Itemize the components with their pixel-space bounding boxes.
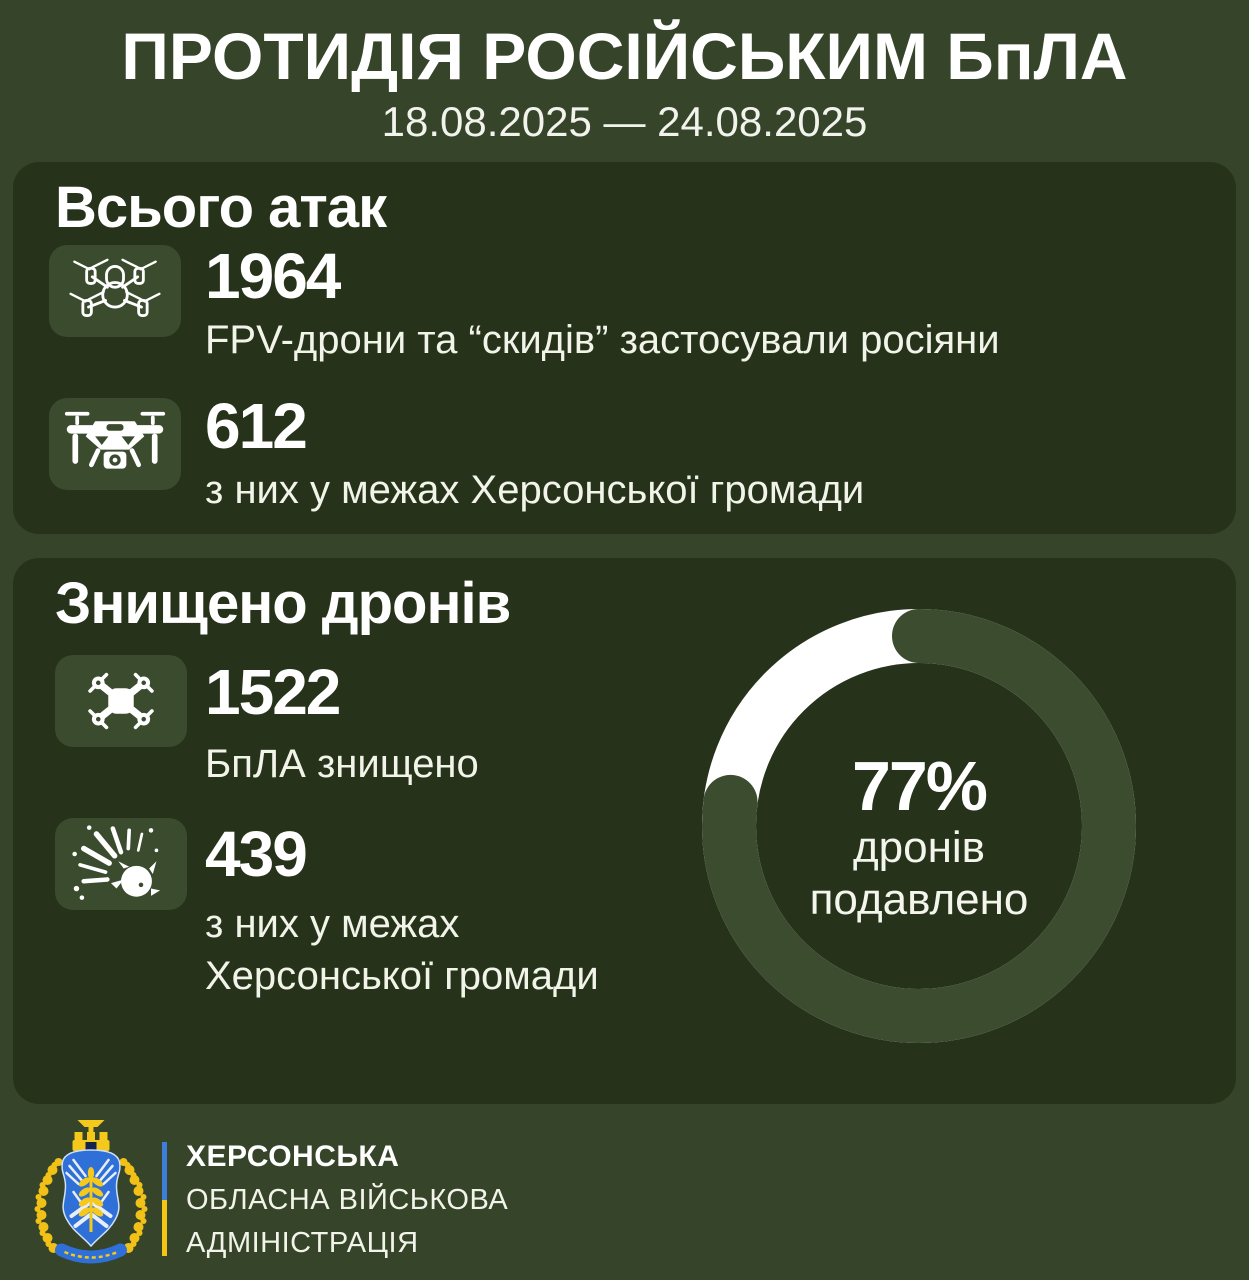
page-title: ПРОТИДІЯ РОСІЙСЬКИМ БпЛА [121, 19, 1128, 93]
organization-name [186, 1140, 508, 1270]
stat-label: з них у межах Херсонської громади [205, 902, 599, 998]
drone-front-icon [63, 404, 167, 484]
donut-center-label [702, 621, 1136, 1055]
kherson-coat-of-arms [33, 1118, 149, 1272]
card-drones-destroyed [13, 558, 1236, 1104]
fpv-drone-outline-icon [63, 251, 167, 331]
org-name-line1: ХЕРСОНСЬКА [186, 1140, 400, 1173]
ukraine-flag-divider [162, 1142, 167, 1256]
stat-icon-tile [55, 818, 187, 910]
org-name-line3: АДМІНІСТРАЦІЯ [186, 1227, 419, 1259]
card-total-attacks [13, 162, 1236, 534]
date-range: 18.08.2025 — 24.08.2025 [381, 98, 868, 145]
stat-value: 439 [205, 818, 306, 890]
stat-label: БпЛА знищено [205, 742, 479, 786]
flag-yellow-bar [162, 1200, 167, 1256]
donut-chart [702, 609, 1136, 1043]
stat-value: 612 [205, 390, 306, 462]
stat-icon-tile [49, 398, 181, 490]
stat-label: з них у межах Херсонської громади [205, 468, 865, 512]
stat-icon-tile [55, 655, 187, 747]
stat-value: 1964 [205, 240, 340, 312]
org-name-line2: ОБЛАСНА ВІЙСЬКОВА [186, 1184, 509, 1216]
section-heading-attacks: Всього атак [55, 175, 387, 240]
stat-label: FPV-дрони та “скидів” застосували росіяни [205, 318, 1000, 362]
section-heading-destroyed: Знищено дронів [55, 571, 511, 636]
donut-percent: 77% [851, 747, 987, 825]
flag-blue-bar [162, 1142, 167, 1200]
donut-caption-line1: дронів [852, 823, 986, 872]
donut-caption-line2: подавлено [809, 875, 1029, 924]
stat-icon-tile [49, 245, 181, 337]
explosion-icon [71, 823, 171, 905]
stat-value: 1522 [205, 656, 340, 728]
quadcopter-top-icon [71, 660, 171, 742]
